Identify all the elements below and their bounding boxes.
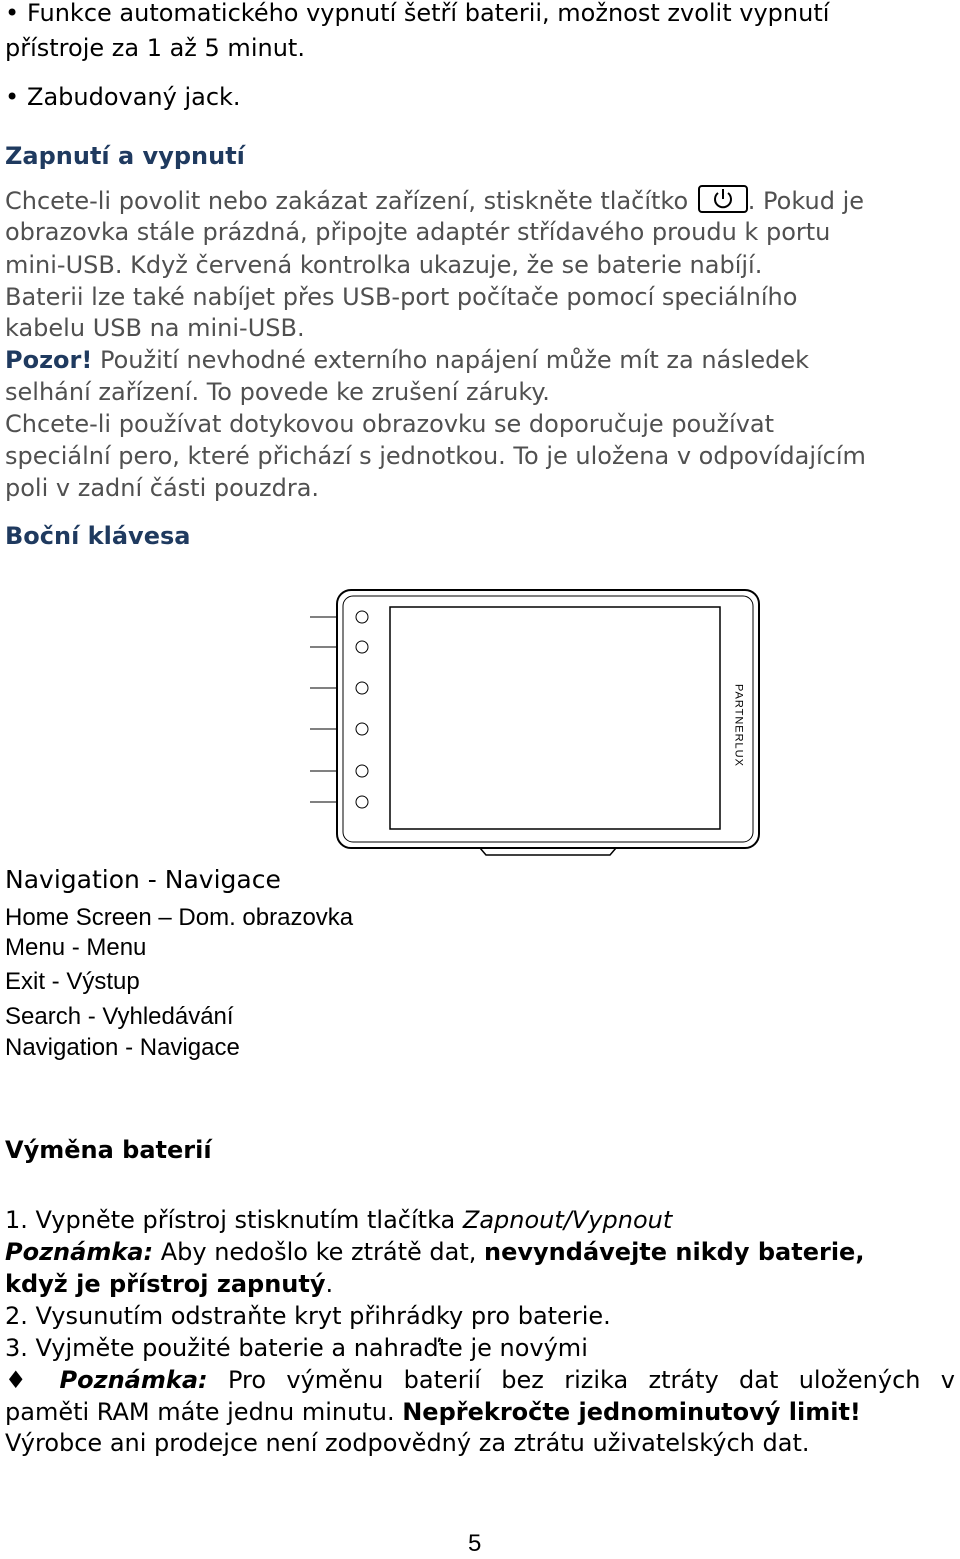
text-span: . Pokud je (747, 187, 865, 215)
page-number: 5 (468, 1530, 482, 1557)
note-label: Poznámka: (59, 1366, 208, 1394)
bullet-dot: • (5, 83, 20, 111)
step-1 (5, 1205, 672, 1236)
warning-line (5, 345, 809, 376)
section-heading-side-key: Boční klávesa (5, 522, 191, 550)
step-2: 2. Vysunutím odstraňte kryt přihrádky pro baterie. (5, 1302, 611, 1330)
paragraph-line: selhání zařízení. To povede ke zrušení záruky. (5, 378, 550, 406)
paragraph-line: kabelu USB na mini-USB. (5, 314, 305, 342)
legend-item-home-screen: Home Screen – Dom. obrazovka (5, 904, 354, 931)
section-heading-power: Zapnutí a vypnutí (5, 142, 245, 170)
legend-item-exit: Exit - Výstup (5, 968, 140, 995)
text-span: . (325, 1270, 334, 1298)
legend-item-navigation: Navigation - Navigace (5, 1034, 240, 1061)
note-1-line2 (5, 1269, 333, 1300)
text-span: Chcete-li povolit nebo zakázat zařízení, stiskněte tlačítko (5, 187, 689, 215)
bullet-item (5, 82, 241, 113)
paragraph-line: poli v zadní části pouzdra. (5, 474, 320, 502)
section-heading-battery: Výměna baterií (5, 1136, 212, 1164)
note-1-line (5, 1237, 864, 1268)
power-button-name: Zapnout/Vypnout (462, 1206, 673, 1234)
bullet-text: Funkce automatického vypnutí šetří baterii, možnost zvolit vypnutí (27, 0, 830, 27)
bold-warning: nevyndávejte nikdy baterie, (484, 1238, 865, 1266)
brand-logo (728, 660, 748, 780)
paragraph-line: Baterii lze také nabíjet přes USB-port počítače pomocí speciálního (5, 283, 798, 311)
text-span: 1. Vypněte přístroj stisknutím tlačítka (5, 1206, 463, 1234)
note-2-line2 (5, 1397, 861, 1428)
text-span: Použití nevhodné externího napájení může mít za následek (92, 346, 810, 374)
diamond-icon: ♦ (5, 1366, 40, 1394)
step-3: 3. Vyjměte použité baterie a nahraďte je novými (5, 1334, 588, 1362)
paragraph-line: mini-USB. Když červená kontrolka ukazuje, že se baterie nabíjí. (5, 251, 763, 279)
paragraph-line: Chcete-li používat dotykovou obrazovku se doporučuje používat (5, 410, 775, 438)
device-outline-graphic (190, 585, 770, 860)
paragraph-line: obrazovka stále prázdná, připojte adaptér střídavého proudu k portu (5, 218, 831, 246)
note-label: Poznámka: (5, 1238, 154, 1266)
paragraph-line (5, 185, 864, 217)
bullet-item-continuation: přístroje za 1 až 5 minut. (5, 34, 305, 62)
bullet-item (5, 0, 829, 29)
bullet-dot: • (5, 0, 20, 27)
bullet-text: Zabudovaný jack. (27, 83, 241, 111)
power-button-icon (698, 185, 748, 213)
note-2-line3: Výrobce ani prodejce není zodpovědný za ztrátu uživatelských dat. (5, 1429, 810, 1457)
legend-item-search: Search - Vyhledávání (5, 1003, 234, 1030)
bold-warning: Nepřekročte jednominutový limit! (402, 1398, 861, 1426)
legend-item-navigation: Navigation - Navigace (5, 865, 281, 894)
paragraph-line: speciální pero, které přichází s jednotkou. To je uložena v odpovídajícím (5, 442, 866, 470)
text-span: paměti RAM máte jednu minutu. (5, 1398, 403, 1426)
legend-item-menu: Menu - Menu (5, 934, 147, 961)
note-2-line (5, 1365, 955, 1396)
device-diagram (190, 585, 770, 860)
text-span: Pro výměnu baterií bez rizika ztráty dat uložených v (207, 1366, 955, 1394)
bold-warning: když je přístroj zapnutý (5, 1270, 326, 1298)
warning-label: Pozor! (5, 346, 93, 374)
brand-text: PARTNERLUX (732, 684, 745, 767)
text-span: Aby nedošlo ke ztrátě dat, (153, 1238, 485, 1266)
note-2-justified (5, 1365, 955, 1396)
